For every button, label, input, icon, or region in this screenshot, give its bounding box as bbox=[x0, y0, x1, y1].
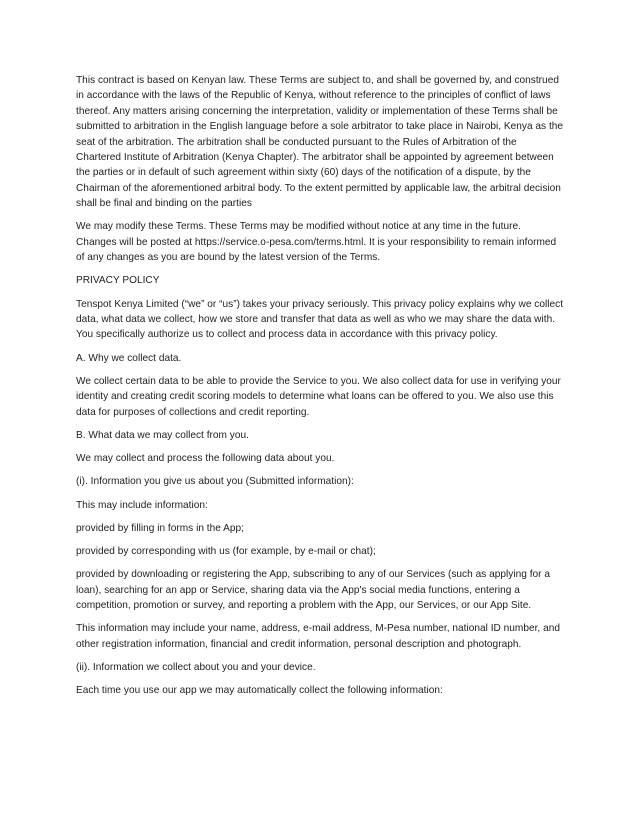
subheading-why-collect: A. Why we collect data. bbox=[76, 352, 182, 364]
list-item-forms: provided by filling in forms in the App; bbox=[76, 522, 244, 534]
heading-privacy-policy: PRIVACY POLICY bbox=[76, 275, 160, 287]
subheading-submitted-info: (i). Information you give us about you (Submitted information): bbox=[76, 476, 354, 488]
paragraph-collect-process: We may collect and process the following data about you. bbox=[76, 453, 335, 465]
subheading-what-data: B. What data we may collect from you. bbox=[76, 429, 249, 441]
paragraph-modify-terms: We may modify these Terms. These Terms may be modified without notice at any time in the future. Changes will be posted at https://service.o-pesa.com/terms.html. It is your responsibility to remain informed of any changes as you are bound by the latest version of the Terms. bbox=[76, 221, 557, 264]
list-item-corresponding: provided by corresponding with us (for example, by e-mail or chat); bbox=[76, 545, 376, 557]
paragraph-auto-collect: Each time you use our app we may automatically collect the following information: bbox=[76, 684, 443, 696]
list-item-downloading: provided by downloading or registering the App, subscribing to any of our Services (such as applying for a loan), searching for an app or Service, sharing data via the App's social media functions, entering a competition, promotion or survey, and reporting a problem with the App, our Services, or our App Site. bbox=[76, 569, 550, 611]
paragraph-governing-law: This contract is based on Kenyan law. These Terms are subject to, and shall be governed by, and construed in accordance with the laws of the Republic of Kenya, without reference to the principles of conflict of laws thereof. Any matters arising concerning the interpretation, validity or implementation of these Terms shall be submitted to arbitration in the English language before a sole arbitrator to take place in Nairobi, Kenya as the seat of the arbitration. The arbitration shall be conducted pursuant to the Rules of Arbitration of the Chartered Institute of Arbitration (Kenya Chapter). The arbitrator shall be appointed by agreement between the parties or in default of such agreement within sixty (60) days of the notification of a dispute, by the Chairman of the aforementioned arbitral body. To the extent permitted by applicable law, the arbitral decision shall be final and binding on the parties bbox=[76, 75, 564, 210]
paragraph-may-include: This may include information: bbox=[76, 499, 208, 511]
document-page bbox=[76, 73, 564, 706]
paragraph-privacy-intro: Tenspot Kenya Limited (“we” or “us”) takes your privacy seriously. This privacy policy explains why we collect data, what data we collect, how we store and transfer that data as well as who we may share the data with. You specifically authorize us to collect and process data in accordance with this privacy policy. bbox=[76, 298, 564, 341]
paragraph-info-types: This information may include your name, address, e-mail address, M-Pesa number, national ID number, and other registration information, financial and credit information, personal description and photograph. bbox=[76, 623, 560, 650]
subheading-device-info: (ii). Information we collect about you and your device. bbox=[76, 661, 316, 673]
paragraph-why-collect: We collect certain data to be able to provide the Service to you. We also collect data for use in verifying your identity and creating credit scoring models to determine what loans can be offered to you. We also use this data for purposes of collections and credit reporting. bbox=[76, 375, 561, 418]
